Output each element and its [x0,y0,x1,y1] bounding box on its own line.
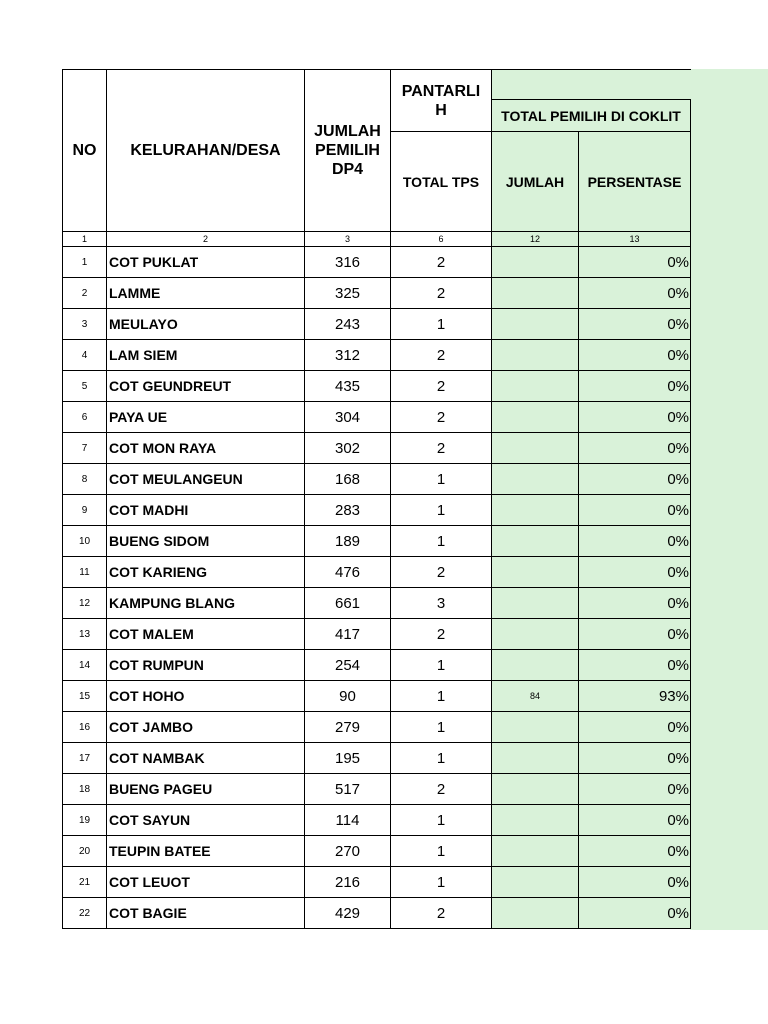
column-index: 6 [391,232,492,247]
row-jumlah [492,898,579,929]
row-desa: COT LEUOT [107,867,305,898]
row-desa: BUENG SIDOM [107,526,305,557]
row-jumlah [492,278,579,309]
row-tps: 1 [391,681,492,712]
row-persentase: 0% [579,619,691,650]
row-no: 10 [63,526,107,557]
row-dp4: 302 [305,433,391,464]
row-no: 11 [63,557,107,588]
table-row [63,526,691,557]
row-tps: 2 [391,774,492,805]
row-no: 9 [63,495,107,526]
right-highlight-panel [690,69,768,930]
row-tps: 1 [391,526,492,557]
row-jumlah [492,402,579,433]
row-tps: 1 [391,805,492,836]
table-row [63,743,691,774]
row-desa: LAMME [107,278,305,309]
row-dp4: 661 [305,588,391,619]
row-no: 21 [63,867,107,898]
row-persentase: 0% [579,557,691,588]
row-dp4: 279 [305,712,391,743]
row-persentase: 0% [579,743,691,774]
row-desa: COT PUKLAT [107,247,305,278]
row-jumlah [492,743,579,774]
row-desa: COT BAGIE [107,898,305,929]
row-persentase: 0% [579,402,691,433]
row-desa: TEUPIN BATEE [107,836,305,867]
header-total-tps: TOTAL TPS [391,132,492,232]
table-row [63,774,691,805]
row-desa: COT GEUNDREUT [107,371,305,402]
row-persentase: 0% [579,247,691,278]
table-row [63,898,691,929]
row-persentase: 0% [579,805,691,836]
row-jumlah [492,650,579,681]
row-no: 19 [63,805,107,836]
row-dp4: 417 [305,619,391,650]
row-tps: 1 [391,495,492,526]
row-no: 13 [63,619,107,650]
row-jumlah [492,619,579,650]
row-dp4: 114 [305,805,391,836]
row-desa: KAMPUNG BLANG [107,588,305,619]
header-jumlah: JUMLAH [492,132,579,232]
row-dp4: 476 [305,557,391,588]
row-no: 5 [63,371,107,402]
row-persentase: 0% [579,650,691,681]
row-dp4: 90 [305,681,391,712]
row-desa: COT JAMBO [107,712,305,743]
row-persentase: 0% [579,588,691,619]
row-dp4: 216 [305,867,391,898]
table-row [63,619,691,650]
row-persentase: 0% [579,371,691,402]
row-no: 2 [63,278,107,309]
table-row [63,681,691,712]
row-jumlah [492,774,579,805]
row-desa: COT MON RAYA [107,433,305,464]
row-no: 17 [63,743,107,774]
table-row [63,247,691,278]
row-dp4: 304 [305,402,391,433]
row-tps: 2 [391,898,492,929]
row-desa: MEULAYO [107,309,305,340]
header-jumlah-pemilih-dp4: JUMLAH PEMILIH DP4 [305,70,391,232]
table-row [63,495,691,526]
row-desa: COT NAMBAK [107,743,305,774]
row-jumlah [492,495,579,526]
row-persentase: 0% [579,867,691,898]
row-tps: 2 [391,247,492,278]
column-index-row [63,232,691,247]
row-persentase: 0% [579,898,691,929]
table-row [63,712,691,743]
row-persentase: 0% [579,340,691,371]
header-no: NO [63,70,107,232]
row-tps: 2 [391,557,492,588]
row-jumlah [492,712,579,743]
row-no: 7 [63,433,107,464]
header-total-pemilih-coklit: TOTAL PEMILIH DI COKLIT [492,100,691,132]
row-tps: 2 [391,619,492,650]
table-row [63,588,691,619]
row-jumlah [492,588,579,619]
row-dp4: 168 [305,464,391,495]
row-jumlah [492,836,579,867]
row-tps: 2 [391,340,492,371]
row-desa: COT KARIENG [107,557,305,588]
row-desa: COT MADHI [107,495,305,526]
table-row [63,805,691,836]
row-dp4: 254 [305,650,391,681]
row-jumlah [492,340,579,371]
table-row [63,464,691,495]
row-tps: 1 [391,867,492,898]
table-row [63,309,691,340]
row-tps: 3 [391,588,492,619]
row-desa: COT SAYUN [107,805,305,836]
row-persentase: 0% [579,464,691,495]
row-persentase: 93% [579,681,691,712]
row-jumlah [492,557,579,588]
row-dp4: 312 [305,340,391,371]
row-tps: 1 [391,309,492,340]
column-index: 13 [579,232,691,247]
row-persentase: 0% [579,433,691,464]
row-dp4: 195 [305,743,391,774]
row-tps: 1 [391,464,492,495]
row-dp4: 429 [305,898,391,929]
row-persentase: 0% [579,836,691,867]
row-dp4: 435 [305,371,391,402]
row-no: 18 [63,774,107,805]
row-tps: 2 [391,278,492,309]
row-desa: COT HOHO [107,681,305,712]
voter-table [62,69,691,929]
row-no: 8 [63,464,107,495]
table-row [63,836,691,867]
row-no: 1 [63,247,107,278]
table-row [63,340,691,371]
header-persentase: PERSENTASE [579,132,691,232]
row-no: 16 [63,712,107,743]
row-dp4: 270 [305,836,391,867]
row-dp4: 243 [305,309,391,340]
column-index: 2 [107,232,305,247]
row-no: 3 [63,309,107,340]
row-persentase: 0% [579,526,691,557]
row-desa: COT RUMPUN [107,650,305,681]
row-tps: 2 [391,371,492,402]
row-no: 20 [63,836,107,867]
row-tps: 2 [391,402,492,433]
header-pantarlih: PANTARLI H [391,70,492,132]
table-row [63,557,691,588]
row-no: 12 [63,588,107,619]
table-row [63,433,691,464]
header-blank-green [492,70,691,100]
row-jumlah [492,526,579,557]
table-body [63,70,691,929]
row-jumlah [492,805,579,836]
row-desa: BUENG PAGEU [107,774,305,805]
row-desa: COT MEULANGEUN [107,464,305,495]
table-row [63,371,691,402]
table-row [63,402,691,433]
row-persentase: 0% [579,712,691,743]
row-dp4: 517 [305,774,391,805]
row-jumlah [492,309,579,340]
row-no: 4 [63,340,107,371]
row-no: 6 [63,402,107,433]
row-no: 15 [63,681,107,712]
row-jumlah [492,464,579,495]
header-row-1 [63,70,691,100]
row-desa: PAYA UE [107,402,305,433]
header-kelurahan: KELURAHAN/DESA [107,70,305,232]
row-desa: LAM SIEM [107,340,305,371]
row-tps: 1 [391,836,492,867]
row-jumlah [492,247,579,278]
row-dp4: 283 [305,495,391,526]
row-tps: 1 [391,712,492,743]
row-persentase: 0% [579,495,691,526]
column-index: 3 [305,232,391,247]
row-tps: 2 [391,433,492,464]
column-index: 12 [492,232,579,247]
row-tps: 1 [391,743,492,774]
row-persentase: 0% [579,774,691,805]
row-dp4: 316 [305,247,391,278]
row-dp4: 189 [305,526,391,557]
table-row [63,278,691,309]
row-persentase: 0% [579,278,691,309]
row-tps: 1 [391,650,492,681]
row-jumlah [492,371,579,402]
row-jumlah [492,433,579,464]
row-dp4: 325 [305,278,391,309]
row-jumlah [492,867,579,898]
table-row [63,867,691,898]
row-desa: COT MALEM [107,619,305,650]
column-index: 1 [63,232,107,247]
row-persentase: 0% [579,309,691,340]
table-row [63,650,691,681]
row-jumlah: 84 [492,681,579,712]
row-no: 14 [63,650,107,681]
row-no: 22 [63,898,107,929]
